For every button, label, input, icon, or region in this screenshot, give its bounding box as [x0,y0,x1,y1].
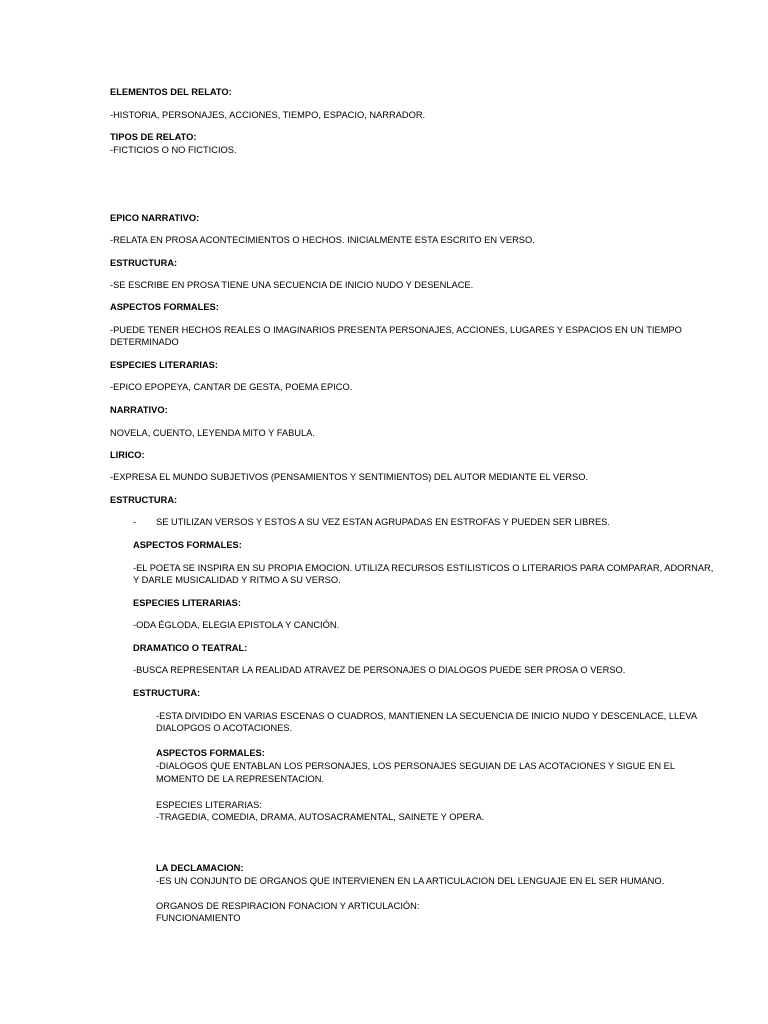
heading-la-declamacion: LA DECLAMACION: [156,863,244,873]
text-line: DETERMINADO [110,337,179,347]
text-line: ORGANOS DE RESPIRACION FONACION Y ARTICULACIÓN: [156,901,420,911]
text-line: Y DARLE MUSICALIDAD Y RITMO A SU VERSO. [133,575,341,585]
text-line: -ODA ÉGLODA, ELEGIA EPISTOLA Y CANCIÓN. [133,620,340,630]
text-line: -ES UN CONJUNTO DE ORGANOS QUE INTERVIENEN EN LA ARTICULACION DEL LENGUAJE EN EL SER HUMANO. [156,876,665,886]
heading-narrativo: NARRATIVO: [110,405,168,415]
list-bullet: - [133,517,137,527]
text-line: -EPICO EPOPEYA, CANTAR DE GESTA, POEMA EPICO. [110,382,353,392]
text-line: ESPECIES LITERARIAS: [156,800,262,810]
text-line: -EL POETA SE INSPIRA EN SU PROPIA EMOCION. UTILIZA RECURSOS ESTILISTICOS O LITERARIOS PARA COMPARAR, ADORNAR, [133,563,714,573]
heading-epico-narrativo: EPICO NARRATIVO: [110,213,200,223]
text-line: -EXPRESA EL MUNDO SUBJETIVOS (PENSAMIENTOS Y SENTIMIENTOS) DEL AUTOR MEDIANTE EL VERSO. [110,472,589,482]
text-line: -ESTA DIVIDIDO EN VARIAS ESCENAS O CUADROS, MANTIENEN LA SECUENCIA DE INICIO NUDO Y DESCENLACE, LLEVA [156,711,698,721]
text-line: MOMENTO DE LA REPRESENTACION. [156,774,325,784]
heading-lirico: LIRICO: [110,450,145,460]
text-line: -SE ESCRIBE EN PROSA TIENE UNA SECUENCIA DE INICIO NUDO Y DESENLACE. [110,280,474,290]
heading-estructura: ESTRUCTURA: [110,495,178,505]
heading-estructura: ESTRUCTURA: [110,258,178,268]
heading-especies-literarias: ESPECIES LITERARIAS: [110,360,218,370]
heading-estructura: ESTRUCTURA: [133,688,201,698]
heading-tipos-relato: TIPOS DE RELATO: [110,132,197,142]
text-line: -DIALOGOS QUE ENTABLAN LOS PERSONAJES, LOS PERSONAJES SEGUIAN DE LAS ACOTACIONES Y SIGUE EN EL [156,761,676,771]
text-line: -RELATA EN PROSA ACONTECIMIENTOS O HECHOS. INICIALMENTE ESTA ESCRITO EN VERSO. [110,235,535,245]
text-line: -FICTICIOS O NO FICTICIOS. [110,145,237,155]
heading-especies-literarias: ESPECIES LITERARIAS: [133,598,241,608]
heading-aspectos-formales: ASPECTOS FORMALES: [133,540,242,550]
text-line: -BUSCA REPRESENTAR LA REALIDAD ATRAVEZ DE PERSONAJES O DIALOGOS PUEDE SER PROSA O VERSO. [133,665,626,675]
text-line: NOVELA, CUENTO, LEYENDA MITO Y FABULA. [110,428,315,438]
heading-aspectos-formales: ASPECTOS FORMALES: [156,748,265,758]
heading-elementos-relato: ELEMENTOS DEL RELATO: [110,87,232,97]
text-line: DIALOPGOS O ACOTACIONES. [156,723,293,733]
heading-aspectos-formales: ASPECTOS FORMALES: [110,302,219,312]
text-line: -HISTORIA, PERSONAJES, ACCIONES, TIEMPO, ESPACIO, NARRADOR. [110,110,426,120]
list-item: SE UTILIZAN VERSOS Y ESTOS A SU VEZ ESTAN AGRUPADAS EN ESTROFAS Y PUEDEN SER LIBRES. [156,517,610,527]
text-line: -PUEDE TENER HECHOS REALES O IMAGINARIOS PRESENTA PERSONAJES, ACCIONES, LUGARES Y ESPACIOS EN UN TIEMPO [110,325,682,335]
text-line: FUNCIONAMIENTO [156,913,241,923]
heading-dramatico-teatral: DRAMATICO O TEATRAL: [133,643,248,653]
text-line: -TRAGEDIA, COMEDIA, DRAMA, AUTOSACRAMENTAL, SAINETE Y OPERA. [156,812,485,822]
